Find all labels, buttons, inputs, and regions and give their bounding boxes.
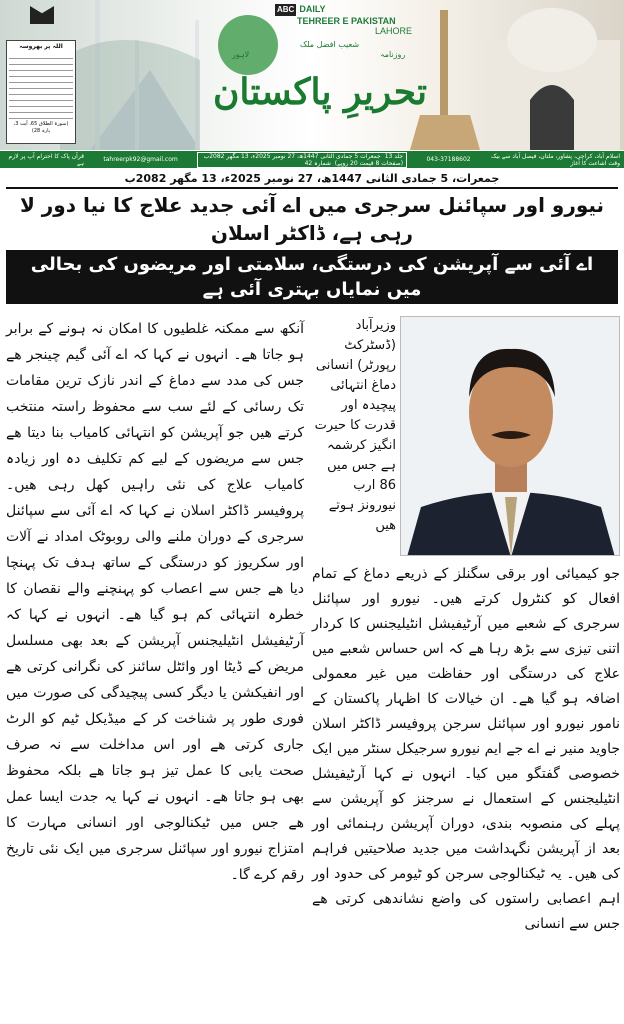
doctor-photo <box>400 316 620 556</box>
text-line: افعال کو کنٹرول کرتے ھیں۔ نیورو اور سپائنل <box>312 591 620 607</box>
price: (صفحات 8 قیمت 20 روپے) <box>334 159 404 167</box>
left-column <box>6 316 304 888</box>
email[interactable]: tahreerpk92@gmail.com <box>103 156 178 163</box>
text-line: سے سپائنل سرجری کے دوران ملنے والی روبوٹک <box>6 503 305 545</box>
text-line: تک پہنچا دیا ھے جس سے اعصاب کو پہنچنے والے <box>6 555 304 597</box>
headline: نیورو اور سپائنل سرجری میں اے آئی جدید علاج کا نیا دور لا رہی ہے، ڈاکٹر اسلان <box>19 193 605 245</box>
text-line: نیورونز ہوتے ھیں <box>328 498 396 533</box>
text-line: کہ آرٹیفیشل انٹیلیجنس آپریشن کے بعد بھی مسلسل <box>6 607 304 649</box>
text-line: میں 86 ارب <box>327 458 396 493</box>
text-line: کرتے ھیں جو آپریشن کو انتہائی کامیاب بنا دیتا <box>27 425 304 441</box>
city-urdu: لاہور <box>232 50 250 59</box>
subheadline: اے آئی سے آپریشن کی درستگی، سلامتی اور مریضوں کی بحالی میں نمایاں بہتری آئی ہے <box>6 250 618 304</box>
text-line: وزیرآباد (ڈسٹرکٹ <box>344 318 396 353</box>
text-line: نقصان کا خطرہ انتہائی کم ہو گیا ھے۔ انہوں نے کہا <box>6 581 305 623</box>
text-line: کرتی ھے اور اس مداخلت سے نہ صرف صحت یابی کا <box>6 737 305 779</box>
text-line: اور سپائنل سرجن پروفیسر ڈاکٹر اسلان جاوید منیر نے <box>312 716 620 757</box>
issue-info <box>197 152 407 168</box>
text-line: بندی، دوران آپریشن رہنمائی اور بعد از آپریشن <box>312 816 621 857</box>
text-line: انسانی مہارت کا امتزاج نیورو اور سپائنل سرجری میں <box>6 815 304 857</box>
text-line: تک رسائی کے لئے سب سے محفوظ راستہ منتخب <box>6 399 304 415</box>
masthead <box>0 0 624 150</box>
text-line: مریض کے ڈیٹا اور وائٹل سائنز کی نگرانی کرتی ھے <box>6 659 304 675</box>
phone: 043-37188602 <box>426 156 471 163</box>
text-line: ھے جس سے مریضوں کے لیے کم تکلیف دہ اور <box>6 425 304 467</box>
intro-column <box>312 316 396 536</box>
daily-urdu: روزنامہ <box>380 50 406 59</box>
text-line: آنکھ سے ممکنہ غلطیوں کا امکان نہ ہونے کے برابر ہو <box>6 321 304 363</box>
text-line: ٹیکنالوجی سرجن کو ٹیومر کی حدود اور اہم اعصابی <box>312 866 621 907</box>
urdu-title: تحریرِ پاکستان <box>212 71 428 113</box>
text-line: میں کیا۔ انہوں نے کہا آرٹیفیشل انٹیلیجنس کے <box>312 766 620 807</box>
text-line: اور قدرت کا حیرت <box>314 398 396 433</box>
city-en: LAHORE <box>375 26 413 36</box>
quote-reference: (سورۃ الطلاق 65، آیت 3، پارہ 28) <box>13 121 69 134</box>
info-strip <box>0 151 624 168</box>
editor-credit: شعیب افضل ملک <box>300 40 360 49</box>
english-title <box>275 4 412 36</box>
text-line: استعمال نے سرجنز کو آپریشن سے پہلے کی منصوبہ <box>312 791 621 832</box>
text-line: طور پر شناخت کر کے میڈیکل ٹیم کو الرٹ جاری <box>6 711 304 753</box>
text-line: نے کہا یہ جدت ایسا عمل ھے جس میں ٹیکنالوجی اور <box>6 789 304 831</box>
quran-note: قرآن پاک کا احترام آپ پر لازم ہے <box>8 152 85 167</box>
paper-name-en: TEHREER E PAKISTAN <box>297 16 396 26</box>
text-line: جس کی مدد سے دماغ کے اندر نازک ترین مقامات <box>6 373 304 389</box>
text-line: سرجری کے شعبے میں آرٹیفیشل انٹیلیجنس کا کردار اتنی <box>312 616 621 657</box>
quote-text <box>9 53 73 119</box>
text-line: جاتا ھے۔ انہوں نے کہا کہ اے آئی گیم چینجر ھے <box>6 347 284 363</box>
text-line: جو کیمیائی اور برقی سگنلز کے ذریعے دماغ کے تمام <box>312 566 620 582</box>
quote-box <box>6 40 76 144</box>
portrait-image <box>401 317 620 556</box>
text-line: راستوں کی واضع نشاندھی کرتی ھے جس سے انسانی <box>312 891 620 932</box>
abc-badge: ABC <box>277 5 295 14</box>
date-line: جمعرات، 5 جمادی الثانی 1447ھ، 27 نومبر 2025ء، 13 مگھر 2082ب <box>124 172 500 185</box>
daily-label: DAILY <box>299 4 326 14</box>
text-line: عمل تیز ہو جاتا ھے بلکہ محفوظ بھی ہو جاتا ھے۔ انہوں <box>6 763 305 805</box>
cities: اسلام آباد، کراچی، پشاور، ملتان، فیصل آباد سے بیک وقت اشاعت کا آغاز <box>491 152 620 167</box>
text-line: امداد نے آلات اور سکریوز کو درستگی کے ساتھ ہدف <box>6 529 305 571</box>
text-line: دماغ انتہائی پیچیدہ <box>330 378 396 413</box>
text-line: زیادہ کامیاب علاج کی نئی راہیں کھل رہی <box>6 451 304 493</box>
text-line: نگہداشت میں جدید صلاحیتیں فراہم کی ھیں۔ یہ <box>312 841 621 882</box>
divider <box>6 187 618 189</box>
quote-title: اللہ پر بھروسہ <box>19 43 63 50</box>
text-line: ھے۔ ان خیالات کا اظہار پاکستان کے نامور نیورو <box>312 691 621 732</box>
text-line: ایک نئی تاریخ رقم کرے گا۔ <box>6 841 304 883</box>
volume: جلد 13 <box>384 152 404 160</box>
text-line: اور انفیکشن یا دیگر کسی پیچیدگی کی صورت میں فوری <box>6 685 305 727</box>
text-line: کی درستگی اور حفاظت میں غیر معمولی اضافہ ہو گیا <box>312 666 620 707</box>
right-column <box>312 562 620 937</box>
issue: شمارہ 42 <box>304 159 331 167</box>
text-line: انگیز کرشمہ ہے جس <box>326 438 396 473</box>
strip-dates: جمعرات 5 جمادی الثانی 1447ھ، 27 نومبر 2025ء، 13 مگھر 2082ب <box>203 152 381 160</box>
text-line: رپورٹر) انسانی <box>315 358 396 373</box>
text-line: اے جے ایم نیورو سرجیکل سنٹر میں ایک خصوصی گفتگو <box>312 741 620 782</box>
text-line: تیزی سے بڑھ رہا ھے کہ اس حساس شعبے میں علاج <box>312 641 621 682</box>
text-line: ھیں۔ پروفیسر ڈاکٹر اسلان نے کہا کہ اے آئی <box>6 477 305 519</box>
